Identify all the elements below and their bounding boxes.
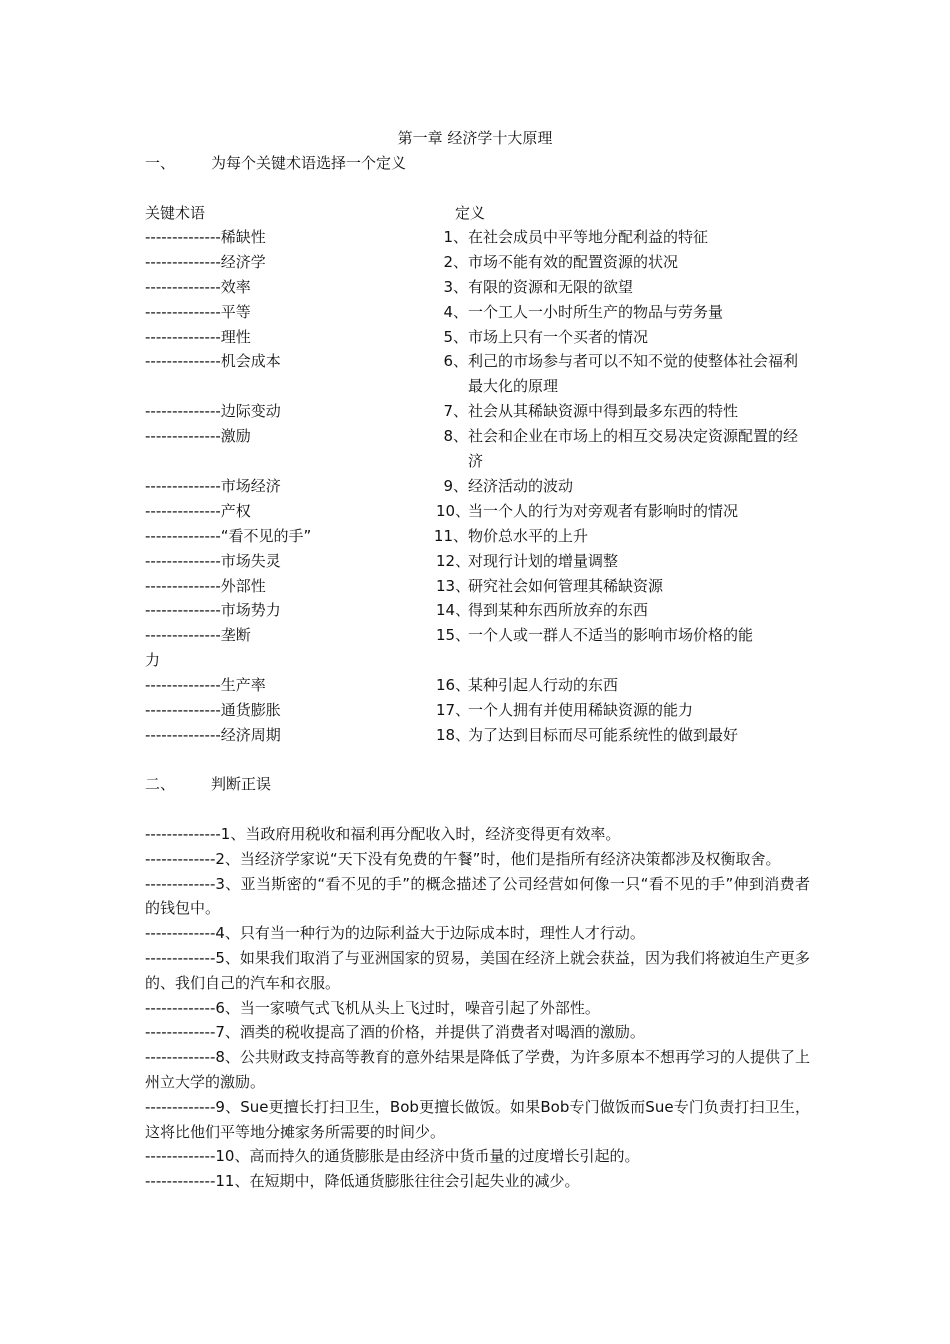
term-column-header: 关键术语 <box>145 204 206 222</box>
definition-item: 7、 社会从其稀缺资源中得到最多东西的特性 <box>443 402 739 421</box>
definition-item: 14、 得到某种东西所放弃的东西 <box>436 601 649 620</box>
term-row: --------------外部性 <box>145 576 266 595</box>
section-1-number: 一、 <box>145 154 176 172</box>
term-row: --------------市场势力 <box>145 601 281 620</box>
term-row: --------------市场经济 <box>145 476 281 495</box>
true-false-item: -------------10、高而持久的通货膨胀是由经济中货币量的过度增长引起的。 <box>145 1147 640 1166</box>
definition-item: 9、 经济活动的波动 <box>443 476 574 495</box>
true-false-list <box>145 822 810 1194</box>
section-1-heading <box>145 152 406 174</box>
true-false-item: -------------2、当经济学家说“天下没有免费的午餐”时，他们是指所有经济决策都涉及权衡取舍。 <box>145 849 781 868</box>
term-overflow: 力 <box>145 651 161 670</box>
true-false-item: -------------8、公共财政支持高等教育的意外结果是降低了学费，为许多原本不想再学习的人提供了上州立大学的激励。 <box>145 1048 810 1091</box>
true-false-item: -------------5、如果我们取消了与亚洲国家的贸易，美国在经济上就会获益，因为我们将被迫生产更多的、我们自己的汽车和衣服。 <box>145 948 810 992</box>
term-row: --------------边际变动 <box>145 402 281 421</box>
section-1-text: 为每个关键术语选择一个定义 <box>211 154 407 172</box>
definition-item: 2、 市场不能有效的配置资源的状况 <box>443 252 679 271</box>
definition-item: 15、 一个人或一群人不适当的影响市场价格的能 <box>436 626 754 645</box>
term-row: --------------产权 <box>145 501 251 520</box>
term-row: --------------经济学 <box>145 252 266 271</box>
section-2-heading <box>145 773 271 795</box>
definition-item: 1、 在社会成员中平等地分配利益的特征 <box>443 228 709 246</box>
definition-item: 6、 利己的市场参与者可以不知不觉的使整体社会福利最大化的原理 <box>443 352 799 396</box>
definition-item: 18、 为了达到目标而尽可能系统性的做到最好 <box>436 725 739 744</box>
true-false-item: -------------11、在短期中，降低通货膨胀往往会引起失业的减少。 <box>145 1172 580 1191</box>
section-2-number: 二、 <box>145 775 176 793</box>
definition-item: 4、 一个工人一小时所生产的物品与劳务量 <box>443 302 724 321</box>
term-row: --------------平等 <box>145 302 251 321</box>
true-false-item: -------------4、只有当一种行为的边际利益大于边际成本时，理性人才行动。 <box>145 924 645 943</box>
term-row: --------------效率 <box>145 277 251 296</box>
definition-item: 5、 市场上只有一个买者的情况 <box>443 327 649 346</box>
definition-item: 16、 某种引起人行动的东西 <box>436 676 619 695</box>
term-row: --------------激励 <box>145 427 251 446</box>
true-false-item: -------------3、亚当斯密的“看不见的手”的概念描述了公司经营如何像一只“看不见的手”伸到消费者的钱包中。 <box>145 874 810 918</box>
term-row: --------------机会成本 <box>145 352 281 371</box>
chapter-title: 第一章 经济学十大原理 <box>397 129 553 147</box>
section-2-text: 判断正误 <box>211 775 272 793</box>
term-row: --------------市场失灵 <box>145 551 281 570</box>
definition-item: 3、 有限的资源和无限的欲望 <box>443 277 634 296</box>
true-false-item: -------------7、酒类的税收提高了酒的价格，并提供了消费者对喝酒的激励。 <box>145 1023 645 1042</box>
definition-list <box>433 225 811 748</box>
definition-item: 17、 一个人拥有并使用稀缺资源的能力 <box>436 700 694 719</box>
definition-item: 10、 当一个人的行为对旁观者有影响时的情况 <box>436 501 739 520</box>
definition-item: 13、 研究社会如何管理其稀缺资源 <box>436 576 664 595</box>
term-row: --------------“看不见的手” <box>145 526 312 545</box>
true-false-item: --------------1、当政府用税收和福利再分配收入时，经济变得更有效率。 <box>145 825 621 843</box>
term-row: --------------稀缺性 <box>145 228 266 246</box>
definition-item: 12、 对现行计划的增量调整 <box>436 551 619 570</box>
term-row: --------------经济周期 <box>145 725 281 744</box>
term-list <box>145 225 445 748</box>
true-false-item: -------------9、Sue更擅长打扫卫生，Bob更擅长做饭。如果Bob专门做饭而Sue专门负责打扫卫生，这将比他们平等地分摊家务所需要的时间少。 <box>145 1097 810 1141</box>
term-row: --------------理性 <box>145 327 251 346</box>
term-row: --------------生产率 <box>145 676 266 695</box>
definition-item: 11、 物价总水平的上升 <box>433 526 589 545</box>
term-row: --------------通货膨胀 <box>145 700 281 719</box>
term-row: --------------垄断 <box>145 626 251 645</box>
definition-column-header: 定义 <box>455 204 486 222</box>
true-false-item: -------------6、当一家喷气式飞机从头上飞过时，噪音引起了外部性。 <box>145 998 600 1017</box>
definition-item: 8、 社会和企业在市场上的相互交易决定资源配置的经济 <box>443 427 799 471</box>
